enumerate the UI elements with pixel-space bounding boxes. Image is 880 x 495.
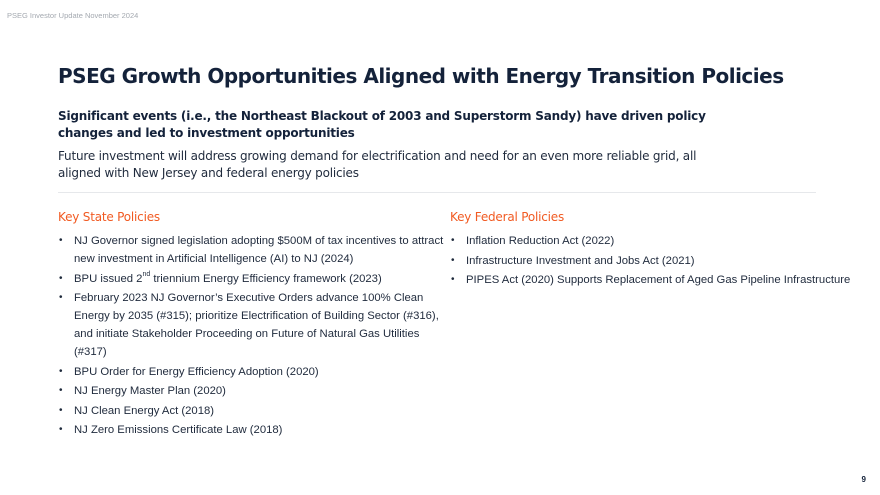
list-item: • Infrastructure Investment and Jobs Act (2021) [450, 252, 875, 270]
divider [58, 192, 816, 193]
state-policies-list [58, 232, 448, 441]
intro-text: Future investment will address growing demand for electrification and need for an even more reliable grid, all aligned with New Jersey and federal energy policies [58, 149, 697, 180]
page-number: 9 [861, 475, 866, 484]
list-item-text: BPU issued 2 [74, 272, 143, 285]
page-subtitle: Significant events (i.e., the Northeast Blackout of 2003 and Superstorm Sandy) have driven policy changes and led to investment opportunities [58, 109, 706, 140]
list-item-text: triennium Energy Efficiency framework (2023) [150, 272, 382, 285]
list-item: • PIPES Act (2020) Supports Replacement of Aged Gas Pipeline Infrastructure [450, 271, 875, 289]
list-item [58, 270, 448, 288]
header-note: PSEG Investor Update November 2024 [7, 11, 139, 20]
federal-policies-list [450, 232, 875, 291]
list-item: • NJ Zero Emissions Certificate Law (2018) [58, 421, 448, 439]
list-item: • NJ Clean Energy Act (2018) [58, 402, 448, 420]
list-item: • Inflation Reduction Act (2022) [450, 232, 875, 250]
list-item: • NJ Energy Master Plan (2020) [58, 382, 448, 400]
ordinal-suffix: nd [142, 270, 151, 278]
page-title: PSEG Growth Opportunities Aligned with Energy Transition Policies [58, 64, 784, 88]
state-policies-heading: Key State Policies [58, 210, 160, 224]
federal-policies-heading: Key Federal Policies [450, 210, 565, 224]
list-item: • NJ Governor signed legislation adopting $500M of tax incentives to attract new investment in Artificial Intelligence (AI) to NJ (2024) [58, 232, 448, 268]
list-item: • February 2023 NJ Governor’s Executive Orders advance 100% Clean Energy by 2035 (#315); prioritize Electrification of Building Sector (#316), and initiate Stakeholder Proceeding on Future of Natural Gas Utilities (#317) [58, 289, 448, 361]
list-item: • BPU Order for Energy Efficiency Adoption (2020) [58, 363, 448, 381]
